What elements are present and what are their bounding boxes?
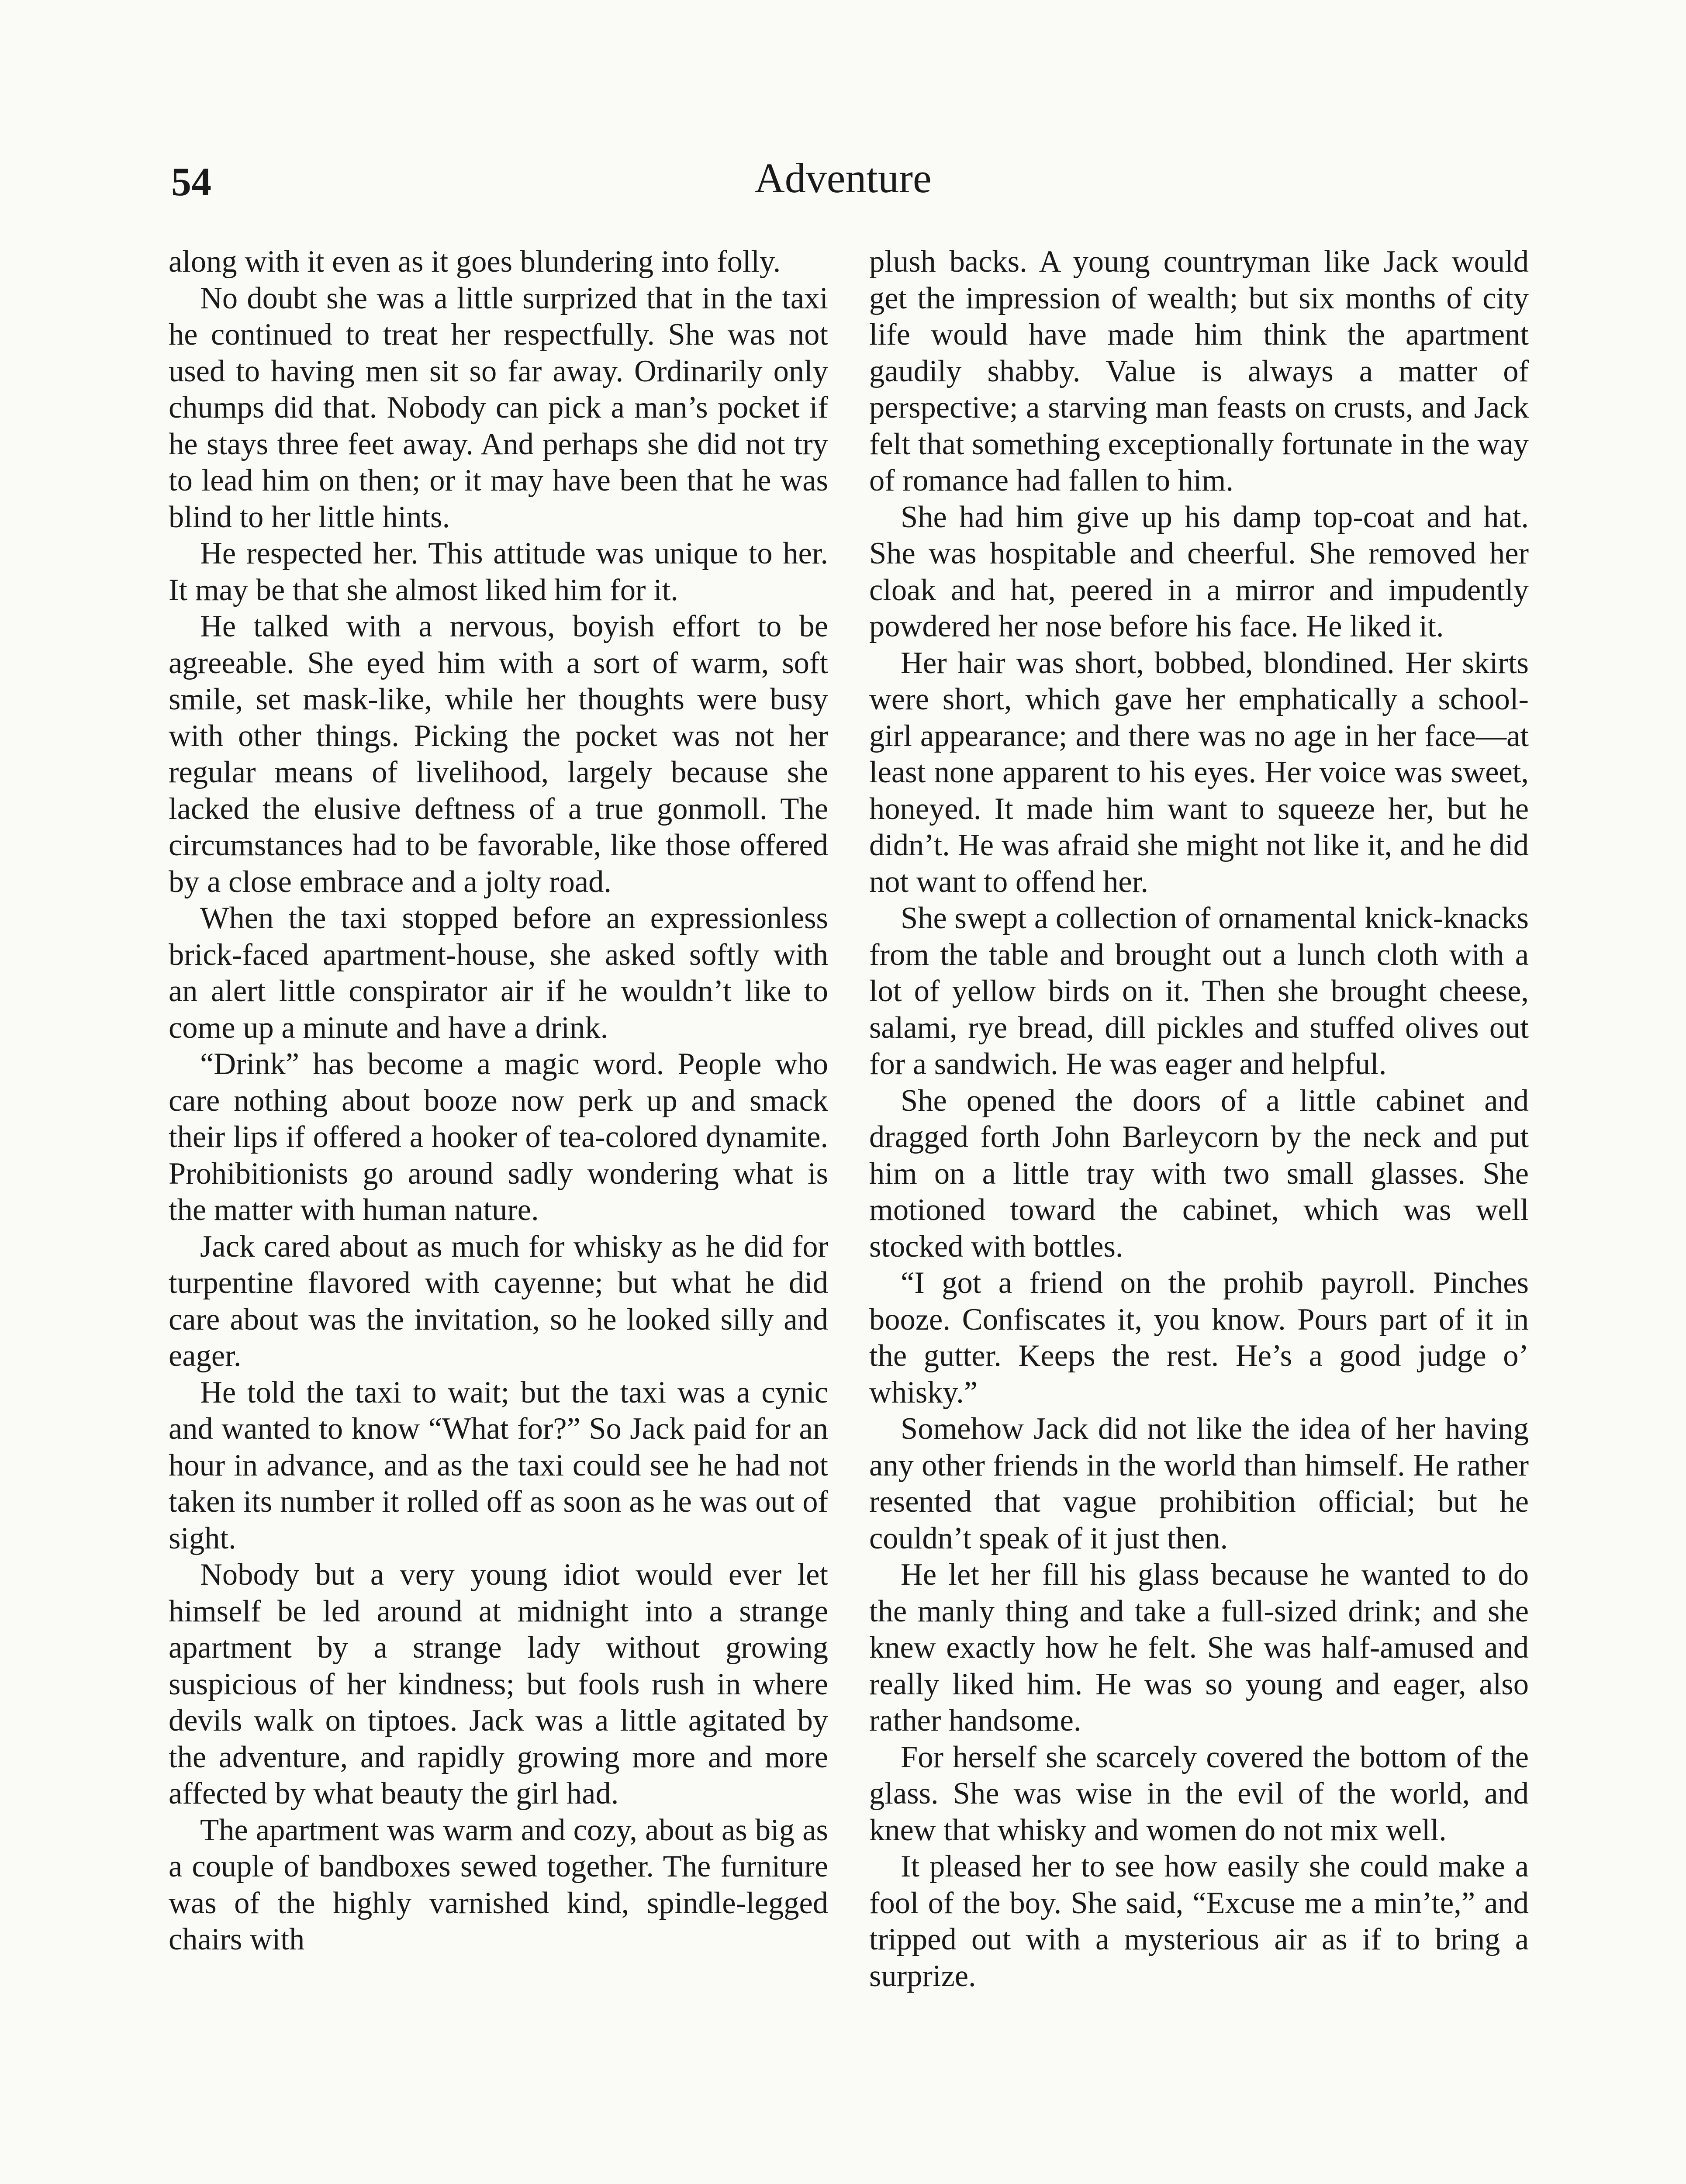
- paragraph: Somehow Jack did not like the idea of her having any other friends in the world than himself. He rather resented that vague prohibition official; but he couldn’t speak of it just then.: [869, 1412, 1529, 1555]
- page-number: 54: [171, 159, 211, 204]
- left-column: [169, 244, 828, 1958]
- paragraph: Her hair was short, bobbed, blondined. Her skirts were short, which gave her emphatically a school-girl appearance; and there was no age in her face—at least none apparent to his eyes. Her voice was sweet, honeyed. It made him want to squeeze her, but he didn’t. He was afraid she might not like it, and he did not want to offend her.: [869, 646, 1529, 899]
- paragraph: plush backs. A young countryman like Jack would get the impression of wealth; but six months of city life would have made him think the apartment gaudily shabby. Value is always a matter of perspective; a starving man feasts on crusts, and Jack felt that something exceptionally fortunate in the way of romance had fallen to him.: [869, 245, 1529, 498]
- paragraph: For herself she scarcely covered the bottom of the glass. She was wise in the evil of the world, and knew that whisky and women do not mix well.: [869, 1740, 1529, 1847]
- paragraph: It pleased her to see how easily she could make a fool of the boy. She said, “Excuse me a min’te,” and tripped out with a mysterious air as if to bring a surprize.: [869, 1849, 1529, 1993]
- page-header: [0, 144, 1686, 214]
- paragraph: Jack cared about as much for whisky as he did for turpentine flavored with cayenne; but what he did care about was the invitation, so he looked silly and eager.: [169, 1229, 828, 1373]
- paragraph: “Drink” has become a magic word. People who care nothing about booze now perk up and smack their lips if offered a hooker of tea-colored dynamite. Prohibitionists go around sadly wondering what is the matter with human nature.: [169, 1047, 828, 1227]
- paragraph: He respected her. This attitude was unique to her. It may be that she almost liked him for it.: [169, 536, 828, 607]
- paragraph: No doubt she was a little surprized that in the taxi he continued to treat her respectfully. She was not used to having men sit so far away. Ordinarily only chumps did that. Nobody can pick a man’s pocket if he stays three feet away. And perhaps she did not try to lead him on then; or it may have been that he was blind to her little hints.: [169, 281, 828, 534]
- paragraph: Nobody but a very young idiot would ever let himself be led around at midnight into a strange apartment by a strange lady without growing suspicious of her kindness; but fools rush in where devils walk on tiptoes. Jack was a little agitated by the adventure, and rapidly growing more and more affected by what beauty the girl had.: [169, 1558, 828, 1811]
- paragraph: He told the taxi to wait; but the taxi was a cynic and wanted to know “What for?” So Jack paid for an hour in advance, and as the taxi could see he had not taken its number it rolled off as soon as he was out of sight.: [169, 1375, 828, 1555]
- paragraph: She had him give up his damp top-coat and hat. She was hospitable and cheerful. She removed her cloak and hat, peered in a mirror and impudently powdered her nose before his face. He liked it.: [869, 500, 1529, 643]
- paragraph: The apartment was warm and cozy, about as big as a couple of bandboxes sewed together. The furniture was of the highly varnished kind, spindle-legged chairs with: [169, 1813, 828, 1956]
- running-title: Adventure: [754, 155, 932, 201]
- right-column: [869, 244, 1529, 1994]
- paragraph: He let her fill his glass because he wanted to do the manly thing and take a full-sized drink; and she knew exactly how he felt. She was half-amused and really liked him. He was so young and eager, also rather handsome.: [869, 1558, 1529, 1738]
- paragraph: When the taxi stopped before an expressionless brick-faced apartment-house, she asked softly with an alert little conspirator air if he wouldn’t like to come up a minute and have a drink.: [169, 901, 828, 1045]
- paragraph: “I got a friend on the prohib payroll. Pinches booze. Confiscates it, you know. Pours part of it in the gutter. Keeps the rest. He’s a good judge o’ whisky.”: [869, 1266, 1529, 1410]
- paragraph: along with it even as it goes blundering into folly.: [169, 245, 781, 279]
- paragraph: She swept a collection of ornamental knick-knacks from the table and brought out a lunch cloth with a lot of yellow birds on it. Then she brought cheese, salami, rye bread, dill pickles and stuffed olives out for a sandwich. He was eager and helpful.: [869, 901, 1529, 1081]
- paragraph: She opened the doors of a little cabinet and dragged forth John Barleycorn by the neck and put him on a little tray with two small glasses. She motioned toward the cabinet, which was well stocked with bottles.: [869, 1083, 1529, 1264]
- paragraph: He talked with a nervous, boyish effort to be agreeable. She eyed him with a sort of warm, soft smile, set mask-like, while her thoughts were busy with other things. Picking the pocket was not her regular means of livelihood, largely because she lacked the elusive deftness of a true gonmoll. The circumstances had to be favorable, like those offered by a close embrace and a jolty road.: [169, 609, 828, 899]
